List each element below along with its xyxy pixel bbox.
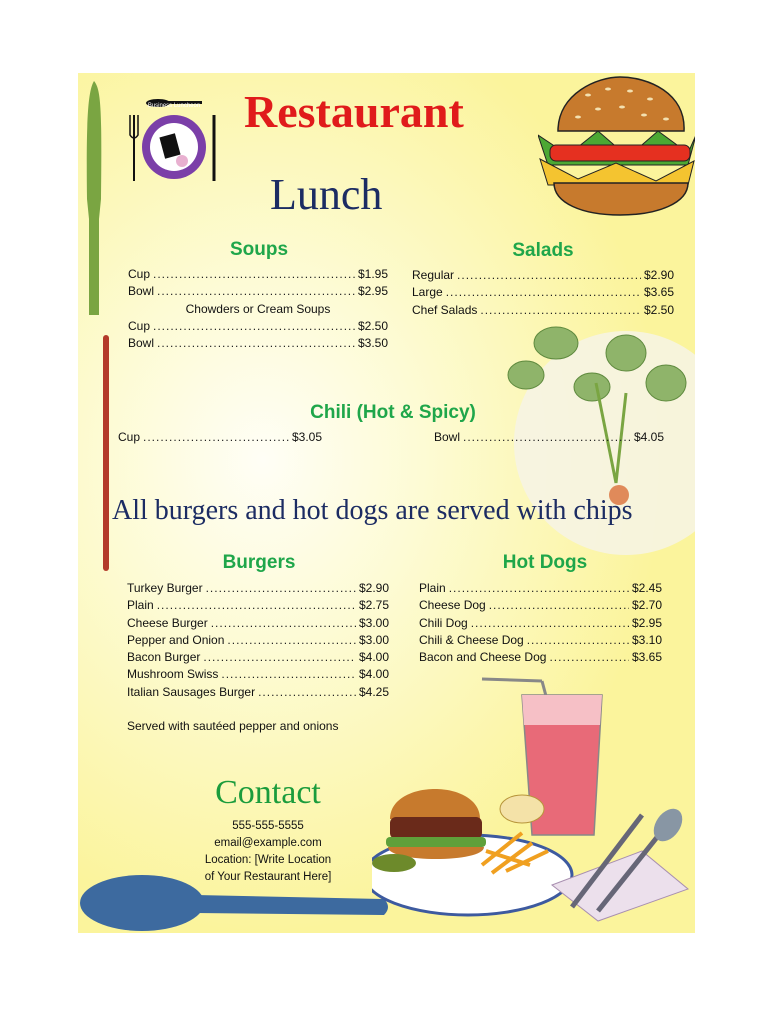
burgers-note: Served with sautéed pepper and onions [127,719,339,733]
item-price: $2.95 [631,615,662,630]
menu-item [127,649,389,666]
item-price: $3.00 [358,632,389,647]
menu-item [434,429,664,446]
chips-banner: All burgers and hot dogs are served with chips [112,495,633,526]
item-price: $3.10 [631,632,662,647]
contact-email: email@example.com [214,837,322,849]
item-price: $2.90 [358,581,389,595]
menu-item [419,615,662,632]
item-name: Bowl [128,336,155,351]
item-name: Cup [118,430,141,444]
item-name: Large [412,285,443,300]
menu-item [419,632,662,649]
item-name: Bowl [128,284,155,299]
item-price: $2.90 [643,268,674,282]
item-price: $4.00 [358,650,389,665]
item-name: Turkey Burger [127,581,203,595]
menu-item [127,615,389,632]
burgers-list [127,580,389,701]
item-price: $4.00 [358,667,389,682]
item-price: $4.05 [633,430,664,444]
menu-item [419,597,662,614]
burger-illustration [538,73,695,223]
menu-item [419,649,662,666]
item-price: $2.45 [631,581,662,595]
menu-item [118,429,322,446]
item-name: Bacon Burger [127,650,201,665]
soups-heading: Soups [229,239,289,260]
burgers-heading: Burgers [222,552,296,573]
chili-heading: Chili (Hot & Spicy) [310,402,476,423]
item-name: Chili Dog [419,615,468,630]
soups-list [128,266,388,352]
item-price: $2.95 [357,284,388,299]
restaurant-title: Restaurant [244,86,464,137]
item-price: $3.05 [291,430,322,444]
item-name: Regular [412,268,455,282]
menu-item [127,580,389,597]
item-price: $1.95 [357,267,388,281]
hotdogs-heading: Hot Dogs [502,552,588,573]
item-name: Pepper and Onion [127,632,225,647]
item-name: Bacon and Cheese Dog [419,650,547,665]
menu-item [127,632,389,649]
item-name: Chef Salads [412,302,478,317]
item-name: Plain [127,598,154,613]
menu-item [128,266,388,283]
menu-item [127,597,389,614]
item-name: Italian Sausages Burger [127,684,256,699]
red-utensil-icon [100,335,114,573]
contact-block [178,818,358,886]
item-price: $4.25 [358,684,389,699]
item-price: $3.00 [358,615,389,630]
item-price: $2.50 [357,318,388,333]
hotdogs-list [419,580,662,666]
knife-icon [82,79,106,319]
contact-phone: 555-555-5555 [232,820,304,832]
item-price: $2.70 [631,598,662,613]
contact-location-line2: of Your Restaurant Here] [204,871,332,883]
contact-location-line1: Location: [Write Location [204,854,332,866]
logo-text: Business Luncheon [147,103,201,109]
item-price: $3.65 [631,650,662,665]
menu-item [419,580,662,597]
menu-item [412,284,674,301]
menu-item [128,283,388,300]
contact-heading: Contact [215,774,321,811]
menu-item [128,318,388,335]
soups-subheading: Chowders or Cream Soups [185,301,331,316]
salads-heading: Salads [512,240,574,261]
item-name: Cup [128,267,151,281]
meal-illustration [372,675,694,925]
menu-item [128,335,388,352]
item-name: Cheese Dog [419,598,486,613]
salads-list [412,267,674,319]
plate-logo [126,95,226,189]
item-name: Cheese Burger [127,615,208,630]
item-name: Chili & Cheese Dog [419,632,524,647]
item-price: $2.75 [358,598,389,613]
item-price: $3.65 [643,285,674,300]
menu-item [412,267,674,284]
item-price: $3.50 [357,336,388,351]
menu-page [78,73,695,933]
item-name: Cup [128,318,151,333]
menu-item [412,302,674,319]
item-price: $2.50 [643,302,674,317]
menu-item [127,666,389,683]
item-name: Mushroom Swiss [127,667,219,682]
menu-item [127,684,389,701]
item-name: Plain [419,581,446,595]
lunch-subtitle: Lunch [270,170,383,219]
item-name: Bowl [434,430,461,444]
